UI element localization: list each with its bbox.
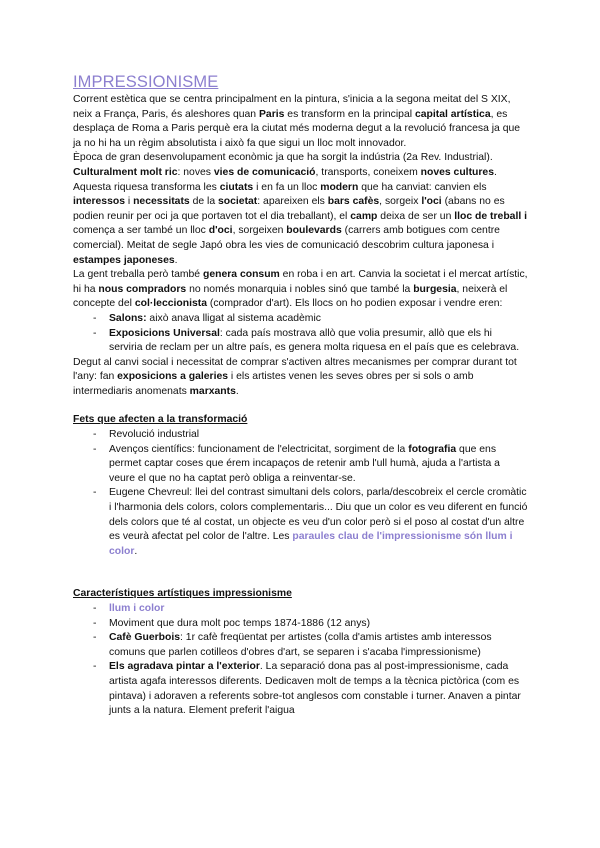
list-item: - Eugene Chevreul: llei del contrast simultani dels colors, parla/descobreix el cercle cromàtic i l'harmonia dels colors, colors complementaris... Diu que un color es veu diferent en funció dels colors que té al costat, un objecte es veu d'un color però si el poso al costat d'un altre es veurà afectat pel color de l'altre. Les paraules clau de l'impressionisme són llum i color. — [93, 486, 528, 559]
intro-paragraph-2: Època de gran desenvolupament econòmic ja que ha sorgit la indústria (2a Rev. Industrial). Culturalment molt ric: noves vies de comunicació, transports, coneixem noves cultures. Aquesta riquesa transforma les ciutats i en fa un lloc modern que ha canviat: canvien els interessos i necessitats de la societat: apareixen els bars cafès, sorgeix l'oci (abans no es podien reunir per oci ja que portaven tot el dia treballant), el camp deixa de ser un lloc de treball i comença a ser també un lloc d'oci, sorgeixen boulevards (carrers amb botigues com centre comercial). Meitat de segle Japó obra les vies de comunicació descobrim cultura japonesa i estampes japoneses. — [73, 152, 528, 266]
list-item: - Cafè Guerbois: 1r cafè freqüentat per artistes (colla d'amis artistes amb interessos comuns que parlen cotilleos d'obres d'art, se separen i s'acaba l'impressionisme) — [93, 631, 528, 660]
section-heading-transformation: Fets que afecten a la transformació — [73, 414, 248, 426]
list-item: - Salons: això anava lligat al sistema acadèmic — [93, 312, 528, 327]
spacer — [73, 399, 528, 413]
intro-paragraph-4: Degut al canvi social i necessitat de comprar s'activen altres mecanismes per comprar durant tot l'any: fan exposicions a galeries i els artistes venen les seves obres per si sols o amb intermediaris anomenats marxants. — [73, 356, 517, 397]
list-item: - llum i color — [93, 602, 528, 617]
transformation-list — [73, 428, 528, 559]
spacer — [73, 559, 528, 587]
list-item: - Moviment que dura molt poc temps 1874-1886 (12 anys) — [93, 617, 528, 632]
intro-paragraph-1: Corrent estètica que se centra principalment en la pintura, s'inicia a la segona meitat del S XIX, neix a França, Paris, és aleshores quan Paris es transform en la principal capital artística, es desplaça de Roma a Paris perquè era la ciutat més moderna degut a la revolució francesa ja que ja no hi ha un règim absolutista i això fa que sigui un lloc molt innovador. — [73, 94, 521, 149]
intro-paragraph-3: La gent treballa però també genera consum en roba i en art. Canvia la societat i el mercat artístic, hi ha nous compradors no només monarquia i nobles sinó que també la burgesia, neixerà el concepte del col·leccionista (comprador d'art). Els llocs on ho podien exposar i vendre eren: — [73, 269, 528, 310]
list-item: - Els agradava pintar a l'exterior. La separació dona pas al post-impressionisme, cada artista agafa interessos diferents. Dedicaven molt de temps a la tècnica pictòrica (com es pintava) i adoraven a referents sobre-tot anglesos com constable i turner. Anaven a pintar junts a la natura. Element preferit l'aigua — [93, 660, 528, 718]
list-item: - Avenços científics: funcionament de l'electricitat, sorgiment de la fotografia que ens permet captar coses que érem incapaços de retenir amb l'ull humà, ajuda a l'artista a veure el que no ha captat però obliga a reinventar-se. — [93, 443, 528, 487]
characteristics-list — [73, 602, 528, 719]
section-heading-characteristics: Característiques artístiques impressionisme — [73, 588, 292, 600]
page-title: IMPRESSIONISME — [73, 73, 219, 91]
venues-list — [73, 312, 528, 356]
list-item: - Exposicions Universal: cada país mostrava allò que volia presumir, allò que els hi serviria de reclam per un altre país, es genera molta riquesa en el país que es celebrava. — [93, 327, 528, 356]
list-item: - Revolució industrial — [93, 428, 528, 443]
key-words-highlight: paraules clau de l'impressionisme són llum i color — [109, 531, 513, 557]
